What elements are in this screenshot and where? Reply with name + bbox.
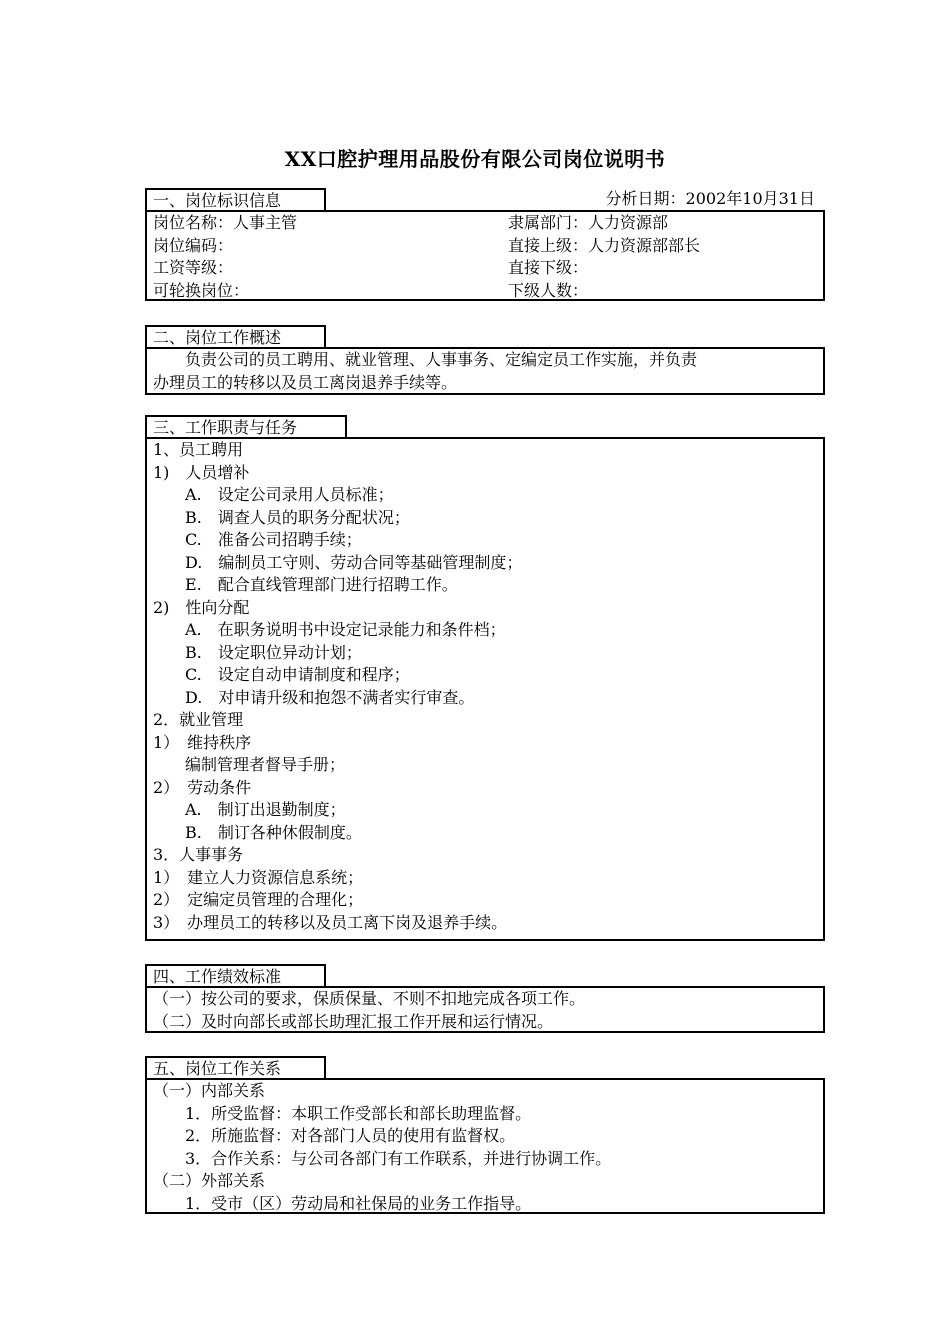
info-right: 直接上级：人力资源部部长 xyxy=(508,235,701,255)
duty-line: 2） 定编定员管理的合理化； xyxy=(153,890,364,909)
section-duties xyxy=(145,415,825,942)
section-tab: 五、岗位工作关系 xyxy=(145,1056,326,1078)
text-line: 办理员工的转移以及员工离岗退养手续等。 xyxy=(153,372,458,392)
info-row xyxy=(153,257,817,280)
info-row xyxy=(153,235,817,258)
duty-line: E. 配合直线管理部门进行招聘工作。 xyxy=(153,575,458,594)
section-body xyxy=(145,210,825,301)
relation-line: 2．所施监督：对各部门人员的使用有监督权。 xyxy=(153,1126,516,1145)
duty-line: 2） 劳动条件 xyxy=(153,777,252,797)
relation-line: 1．受市（区）劳动局和社保局的业务工作指导。 xyxy=(153,1193,532,1213)
info-row xyxy=(153,212,817,235)
duty-line: A. 制订出退勤制度； xyxy=(153,800,346,819)
analysis-date: 分析日期：2002年10月31日 xyxy=(605,189,815,208)
relation-line: 1．所受监督：本职工作受部长和部长助理监督。 xyxy=(153,1103,532,1123)
duty-line: D. 对申请升级和抱怨不满者实行审查。 xyxy=(153,687,475,707)
duty-line: 1、员工聘用 xyxy=(153,440,244,459)
duty-line: 2) 性向分配 xyxy=(153,597,250,617)
duty-line: 1） 建立人力资源信息系统； xyxy=(153,867,364,887)
info-row xyxy=(153,280,817,303)
text-line: （二）及时向部长或部长助理汇报工作开展和运行情况。 xyxy=(153,1011,554,1031)
duty-line: C. 准备公司招聘手续； xyxy=(153,530,362,549)
duty-line: B. 调查人员的职务分配状况； xyxy=(153,507,410,527)
duty-line: D. 编制员工守则、劳动合同等基础管理制度； xyxy=(153,552,523,572)
section-tab: 四、工作绩效标准 xyxy=(145,964,326,986)
relation-line: （一）内部关系 xyxy=(153,1081,266,1100)
section-relations xyxy=(145,1056,825,1214)
info-right: 下级人数： xyxy=(508,280,589,300)
duty-line: B. 设定职位异动计划； xyxy=(153,642,362,662)
info-left: 岗位名称：人事主管 xyxy=(153,213,298,232)
section-tab: 二、岗位工作概述 xyxy=(145,325,326,347)
section-body xyxy=(145,347,825,395)
duty-line: A. 设定公司录用人员标准； xyxy=(153,485,394,504)
relation-line: 3．合作关系：与公司各部门有工作联系，并进行协调工作。 xyxy=(153,1148,612,1168)
duty-line: 3．人事事务 xyxy=(153,845,244,864)
duty-line: B. 制订各种休假制度。 xyxy=(153,822,362,842)
section-tab: 一、岗位标识信息 xyxy=(145,188,326,210)
document-title: XX口腔护理用品股份有限公司岗位说明书 xyxy=(284,147,666,171)
section-tab: 三、工作职责与任务 xyxy=(145,415,347,437)
info-right: 隶属部门：人力资源部 xyxy=(508,213,669,232)
info-left: 岗位编码： xyxy=(153,235,234,255)
section-identification xyxy=(145,188,825,300)
section-body xyxy=(145,437,825,941)
section-overview xyxy=(145,325,825,397)
duty-line: C. 设定自动申请制度和程序； xyxy=(153,665,410,684)
relation-line: （二）外部关系 xyxy=(153,1171,266,1190)
info-left: 工资等级： xyxy=(153,258,234,277)
duty-line: 2．就业管理 xyxy=(153,710,244,729)
section-performance xyxy=(145,964,825,1034)
duty-line: 编制管理者督导手册； xyxy=(153,755,346,774)
duty-line: 1) 人员增补 xyxy=(153,462,250,482)
section-body xyxy=(145,1078,825,1214)
duty-line: 1） 维持秩序 xyxy=(153,732,252,752)
text-line: （一）按公司的要求，保质保量、不则不扣地完成各项工作。 xyxy=(153,989,586,1008)
duty-line: A. 在职务说明书中设定记录能力和条件档； xyxy=(153,620,506,639)
info-left: 可轮换岗位： xyxy=(153,280,250,300)
section-body xyxy=(145,986,825,1033)
text-line: 负责公司的员工聘用、就业管理、人事事务、定编定员工作实施，并负责 xyxy=(153,350,698,369)
info-right: 直接下级： xyxy=(508,258,589,277)
duty-line: 3） 办理员工的转移以及员工离下岗及退养手续。 xyxy=(153,912,508,932)
